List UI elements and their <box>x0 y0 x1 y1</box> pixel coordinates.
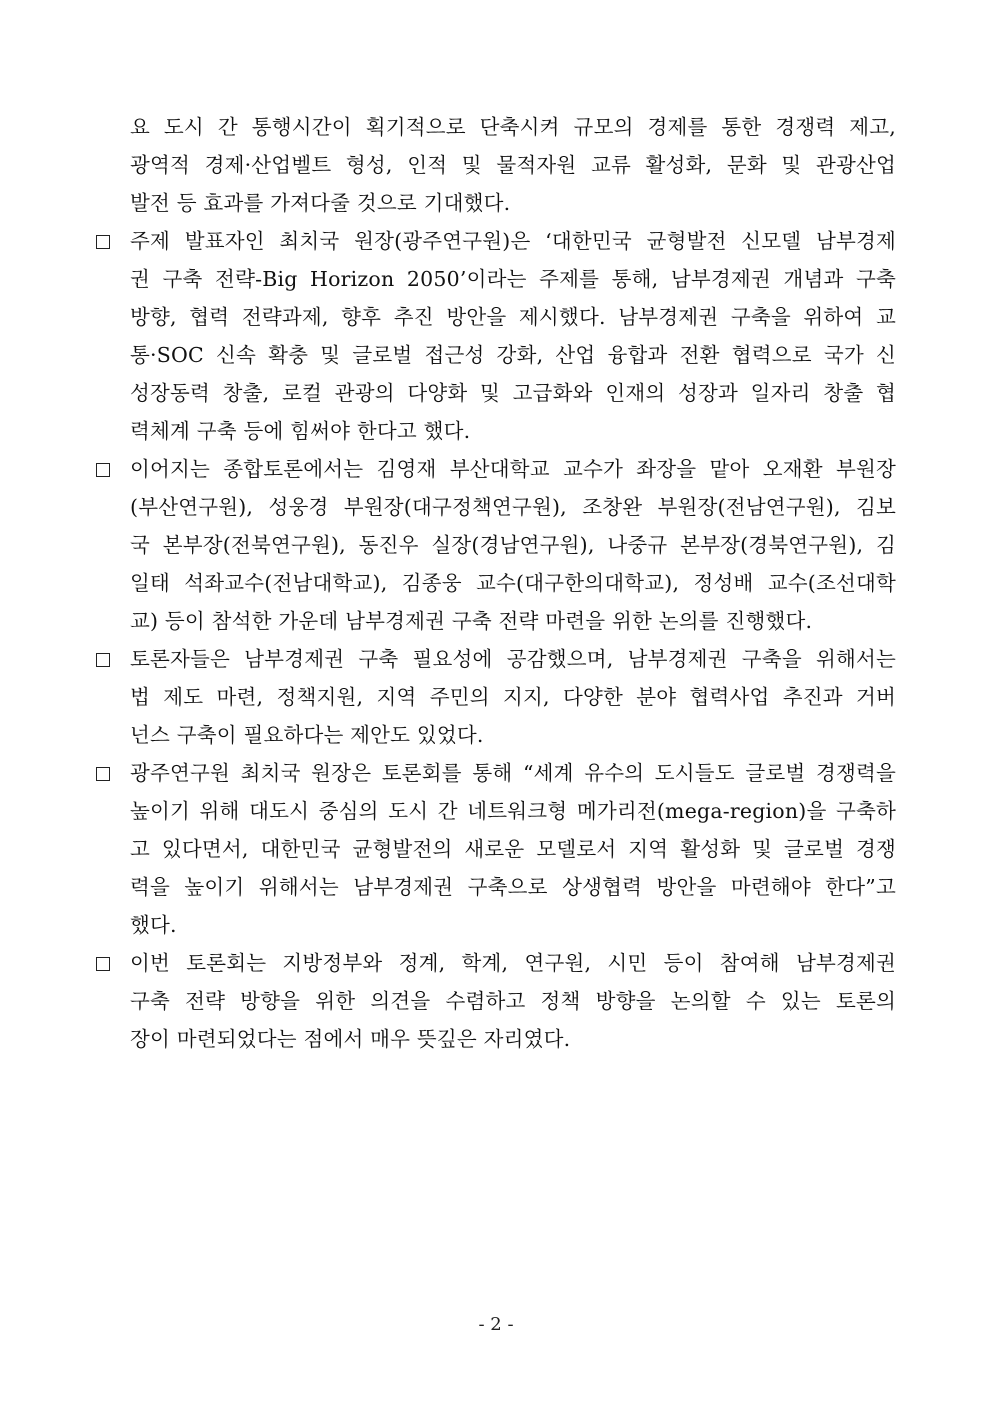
text-line <box>0 792 992 830</box>
line-text: 광주연구원 최치국 원장은 토론회를 통해 “세계 유수의 도시들도 글로벌 경쟁력을 <box>130 761 896 785</box>
checkbox-bullet-icon <box>96 235 110 249</box>
paragraph <box>0 222 992 450</box>
text-line <box>0 868 992 906</box>
text-line <box>0 108 992 146</box>
line-text: 성장동력 창출, 로컬 관광의 다양화 및 고급화와 인재의 성장과 일자리 창출 협 <box>130 381 896 405</box>
text-line <box>0 298 992 336</box>
paragraph <box>0 640 992 754</box>
paragraph <box>0 108 992 222</box>
line-text: 구축 전략 방향을 위한 의견을 수렴하고 정책 방향을 논의할 수 있는 토론의 <box>130 989 896 1013</box>
line-text: 법 제도 마련, 정책지원, 지역 주민의 지지, 다양한 분야 협력사업 추진과 거버 <box>130 685 896 709</box>
line-text: 장이 마련되었다는 점에서 매우 뜻깊은 자리였다. <box>130 1027 571 1051</box>
paragraph <box>0 944 992 1058</box>
text-line <box>0 944 992 982</box>
page-number: - 2 - <box>478 1314 514 1335</box>
text-line <box>0 450 992 488</box>
text-line <box>0 146 992 184</box>
line-text: 이어지는 종합토론에서는 김영재 부산대학교 교수가 좌장을 맡아 오재환 부원장 <box>130 457 896 481</box>
paragraph <box>0 450 992 640</box>
line-text: 주제 발표자인 최치국 원장(광주연구원)은 ‘대한민국 균형발전 신모델 남부경제 <box>130 229 896 253</box>
line-text: 권 구축 전략-Big Horizon 2050’이라는 주제를 통해, 남부경제권 개념과 구축 <box>130 267 896 291</box>
checkbox-bullet-icon <box>96 653 110 667</box>
text-line <box>0 374 992 412</box>
line-text: 고 있다면서, 대한민국 균형발전의 새로운 모델로서 지역 활성화 및 글로벌 경쟁 <box>130 837 896 861</box>
paragraph-list <box>0 108 992 1058</box>
paragraph <box>0 754 992 944</box>
text-line <box>0 488 992 526</box>
line-text: 발전 등 효과를 가져다줄 것으로 기대했다. <box>130 191 511 215</box>
text-line <box>0 830 992 868</box>
text-line <box>0 184 992 222</box>
text-line <box>0 1020 992 1058</box>
line-text: 광역적 경제·산업벨트 형성, 인적 및 물적자원 교류 활성화, 문화 및 관광산업 <box>130 153 896 177</box>
text-line <box>0 602 992 640</box>
checkbox-bullet-icon <box>96 767 110 781</box>
text-line <box>0 222 992 260</box>
line-text: 국 본부장(전북연구원), 동진우 실장(경남연구원), 나중규 본부장(경북연구원), 김 <box>130 533 896 557</box>
checkbox-bullet-icon <box>96 463 110 477</box>
line-text: 력체계 구축 등에 힘써야 한다고 했다. <box>130 419 471 443</box>
line-text: 했다. <box>130 913 177 937</box>
line-text: 일태 석좌교수(전남대학교), 김종웅 교수(대구한의대학교), 정성배 교수(조선대학 <box>130 571 896 595</box>
text-line <box>0 526 992 564</box>
line-text: 높이기 위해 대도시 중심의 도시 간 네트워크형 메가리전(mega-region)을 구축하 <box>130 799 896 823</box>
line-text: 력을 높이기 위해서는 남부경제권 구축으로 상생협력 방안을 마련해야 한다”고 <box>130 875 896 899</box>
text-line <box>0 982 992 1020</box>
text-line <box>0 640 992 678</box>
text-line <box>0 412 992 450</box>
text-line <box>0 260 992 298</box>
line-text: 넌스 구축이 필요하다는 제안도 있었다. <box>130 723 484 747</box>
text-line <box>0 678 992 716</box>
line-text: 통·SOC 신속 확충 및 글로벌 접근성 강화, 산업 융합과 전환 협력으로 국가 신 <box>130 343 896 367</box>
document-body <box>0 108 992 1058</box>
line-text: 방향, 협력 전략과제, 향후 추진 방안을 제시했다. 남부경제권 구축을 위하여 교 <box>130 305 896 329</box>
line-text: 토론자들은 남부경제권 구축 필요성에 공감했으며, 남부경제권 구축을 위해서는 <box>130 647 896 671</box>
line-text: (부산연구원), 성웅경 부원장(대구정책연구원), 조창완 부원장(전남연구원), 김보 <box>130 495 896 519</box>
checkbox-bullet-icon <box>96 957 110 971</box>
text-line <box>0 754 992 792</box>
text-line <box>0 336 992 374</box>
line-text: 요 도시 간 통행시간이 획기적으로 단축시켜 규모의 경제를 통한 경쟁력 제고, <box>130 115 896 139</box>
line-text: 교) 등이 참석한 가운데 남부경제권 구축 전략 마련을 위한 논의를 진행했다. <box>130 609 813 633</box>
text-line <box>0 716 992 754</box>
line-text: 이번 토론회는 지방정부와 정계, 학계, 연구원, 시민 등이 참여해 남부경제권 <box>130 951 896 975</box>
text-line <box>0 906 992 944</box>
text-line <box>0 564 992 602</box>
